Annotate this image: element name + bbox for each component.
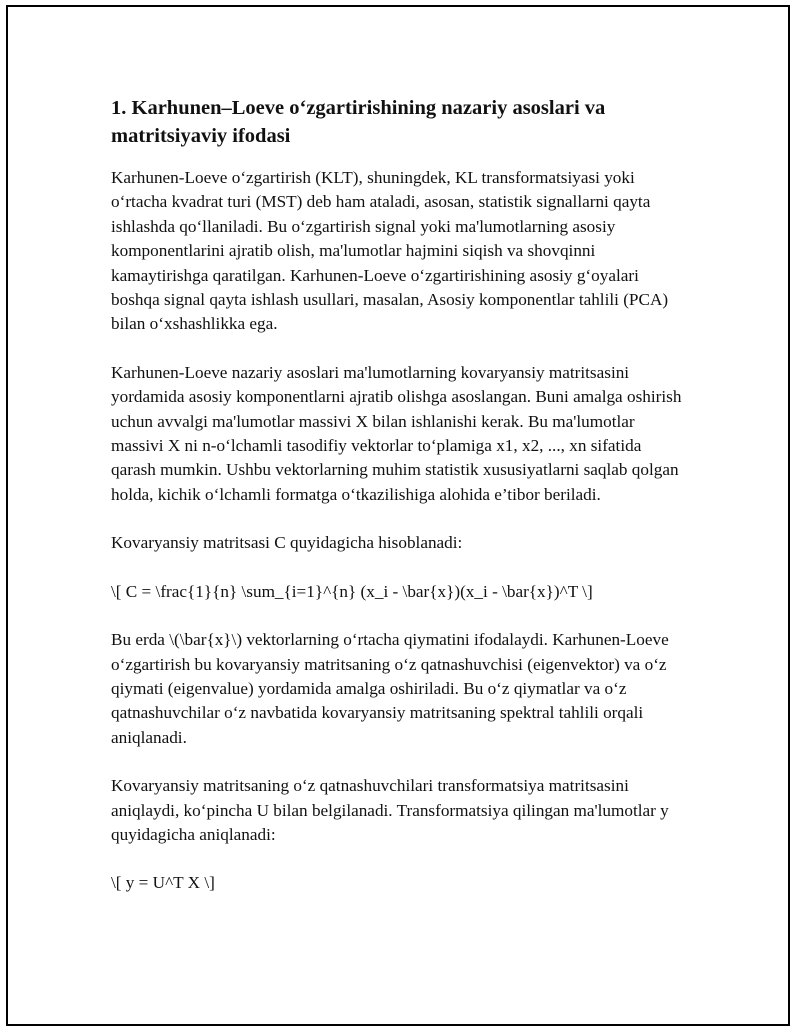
document-body (111, 94, 685, 920)
paragraph-transform-intro: Kovaryansiy matritsaning o‘z qatnashuvchilari transformatsiya matritsasini aniqlaydi, ko‘pincha U bilan belgilanadi. Transformatsiya qilingan ma'lumotlar y quyidagicha aniqlanadi: (111, 776, 669, 844)
formula-transform: \[ y = U^T X \] (111, 873, 215, 893)
section-heading: 1. Karhunen–Loeve o‘zgartirishining nazariy asoslari va matritsiyaviy ifodasi (111, 97, 606, 147)
formula-covariance: \[ C = \frac{1}{n} \sum_{i=1}^{n} (x_i - \bar{x})(x_i - \bar{x})^T \] (111, 581, 593, 601)
paragraph-intro: Karhunen-Loeve o‘zgartirish (KLT), shuningdek, KL transformatsiyasi yoki o‘rtacha kvadrat turi (MST) deb ham ataladi, asosan, statistik signallarni qayta ishlashda qo‘llaniladi. Bu o‘zgartirish signal yoki ma'lumotlarning asosiy komponentlarini ajratib olish, ma'lumotlar hajmini siqish va shovqinni kamaytirishga qaratilgan. Karhunen-Loeve o‘zgartirishining asosiy g‘oyalari boshqa signal qayta ishlash usullari, masalan, Asosiy komponentlar tahlili (PCA) bilan o‘xshashlikka ega. (111, 168, 669, 334)
paragraph-eigen: Bu erda \(\bar{x}\) vektorlarning o‘rtacha qiymatini ifodalaydi. Karhunen-Loeve o‘zgartirish bu kovaryansiy matritsaning o‘z qatnashuvchisi (eigenvektor) va o‘z qiymati (eigenvalue) yordamida amalga oshiriladi. Bu o‘z qiymatlar va o‘z qatnashuvchilar o‘z navbatida kovaryansiy matritsaning spektral tahlili orqali aniqlanadi. (111, 630, 669, 747)
paragraph-covariance-intro: Kovaryansiy matritsasi C quyidagicha hisoblanadi: (111, 533, 463, 553)
paragraph-theory: Karhunen-Loeve nazariy asoslari ma'lumotlarning kovaryansiy matritsasini yordamida asosiy komponentlarni ajratib olishga asoslangan. Buni amalga oshirish uchun avvalgi ma'lumotlar massivi X bilan ishlanishi kerak. Bu ma'lumotlar massivi X ni n-o‘lchamli tasodifiy vektorlar to‘plamiga x1, x2, ..., xn sifatida qarash mumkin. Ushbu vektorlarning muhim statistik xususiyatlarni saqlab qolgan holda, kichik o‘lchamli formatga o‘tkazilishiga alohida e’tibor beriladi. (111, 362, 682, 504)
